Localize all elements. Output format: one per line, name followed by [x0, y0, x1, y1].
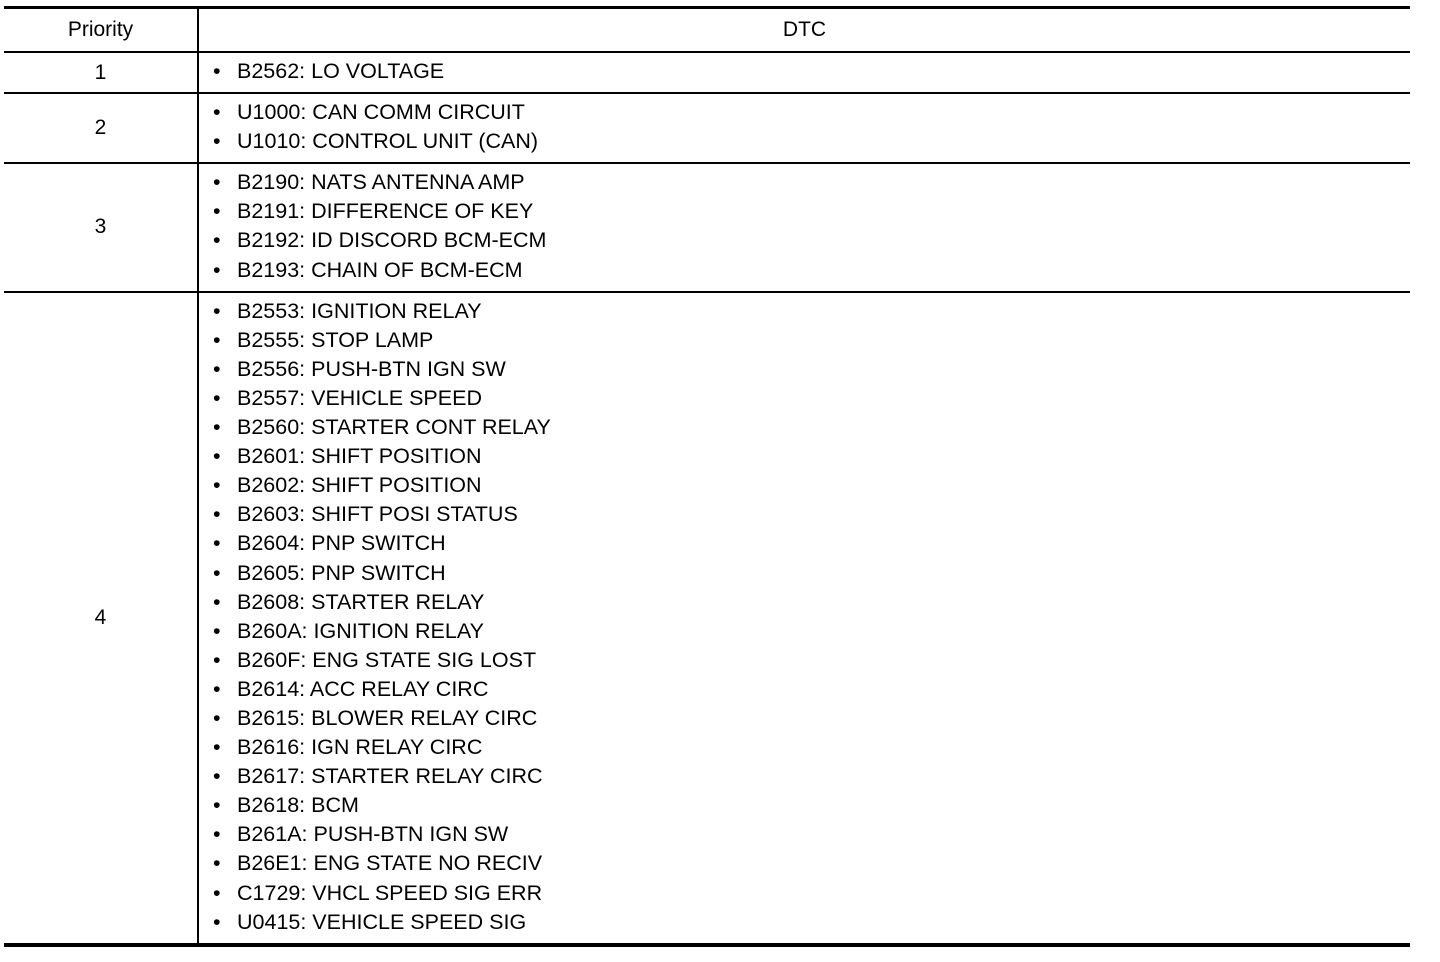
bullet-icon: • — [213, 415, 221, 440]
dtc-list — [213, 297, 1410, 937]
dtc-code-text: B2556: PUSH-BTN IGN SW — [237, 356, 506, 381]
dtc-list-item — [213, 355, 1410, 384]
table-row — [4, 93, 1410, 163]
dtc-code-text: B2192: ID DISCORD BCM-ECM — [237, 228, 547, 253]
bullet-icon: • — [213, 851, 221, 876]
dtc-cell — [198, 52, 1410, 93]
bullet-icon: • — [213, 880, 221, 905]
dtc-code-text: B26E1: ENG STATE NO RECIV — [237, 851, 543, 876]
dtc-code-text: B2605: PNP SWITCH — [237, 560, 446, 585]
dtc-list-item — [213, 297, 1410, 326]
dtc-list-item — [213, 500, 1410, 529]
bullet-icon: • — [213, 793, 221, 818]
dtc-code-text: B2555: STOP LAMP — [237, 327, 434, 352]
dtc-column-header: DTC — [198, 8, 1410, 53]
dtc-code-text: U1010: CONTROL UNIT (CAN) — [237, 129, 539, 154]
dtc-list-item — [213, 326, 1410, 355]
dtc-code-text: B2608: STARTER RELAY — [237, 589, 485, 614]
dtc-code-text: B2603: SHIFT POSI STATUS — [237, 502, 518, 527]
table-row — [4, 163, 1410, 291]
dtc-cell — [198, 292, 1410, 945]
bullet-icon: • — [213, 676, 221, 701]
dtc-code-text: B2617: STARTER RELAY CIRC — [237, 764, 543, 789]
bullet-icon: • — [213, 764, 221, 789]
dtc-code-text: B2193: CHAIN OF BCM-ECM — [237, 257, 523, 282]
priority-cell: 3 — [4, 163, 198, 291]
dtc-code-text: B2562: LO VOLTAGE — [237, 59, 445, 83]
dtc-code-text: B2616: IGN RELAY CIRC — [237, 735, 483, 760]
dtc-code-text: B2615: BLOWER RELAY CIRC — [237, 705, 538, 730]
dtc-code-text: B260F: ENG STATE SIG LOST — [237, 647, 537, 672]
dtc-code-text: B2602: SHIFT POSITION — [237, 473, 482, 498]
dtc-list-item — [213, 879, 1410, 908]
dtc-cell — [198, 163, 1410, 291]
dtc-list-item — [213, 617, 1410, 646]
bullet-icon: • — [213, 618, 221, 643]
header-row — [4, 8, 1410, 53]
table-body — [4, 52, 1410, 945]
bullet-icon: • — [213, 647, 221, 672]
dtc-list-item — [213, 127, 1410, 156]
priority-cell: 1 — [4, 52, 198, 93]
dtc-code-text: C1729: VHCL SPEED SIG ERR — [237, 880, 543, 905]
table-header — [4, 8, 1410, 53]
bullet-icon: • — [213, 129, 221, 154]
dtc-code-text: B2553: IGNITION RELAY — [237, 298, 482, 323]
bullet-icon: • — [213, 589, 221, 614]
bullet-icon: • — [213, 385, 221, 410]
bullet-icon: • — [213, 100, 221, 125]
bullet-icon: • — [213, 909, 221, 934]
priority-cell: 2 — [4, 93, 198, 163]
dtc-list-item — [213, 849, 1410, 878]
bullet-icon: • — [213, 502, 221, 527]
priority-cell: 4 — [4, 292, 198, 945]
dtc-list-item — [213, 471, 1410, 500]
dtc-list-item — [213, 442, 1410, 471]
dtc-list-item — [213, 197, 1410, 226]
dtc-list-item — [213, 588, 1410, 617]
bullet-icon: • — [213, 199, 221, 224]
dtc-list-item — [213, 733, 1410, 762]
dtc-list-item — [213, 791, 1410, 820]
bullet-icon: • — [213, 170, 221, 195]
bullet-icon: • — [213, 327, 221, 352]
bullet-icon: • — [213, 705, 221, 730]
bullet-icon: • — [213, 59, 221, 83]
bullet-icon: • — [213, 735, 221, 760]
bullet-icon: • — [213, 822, 221, 847]
dtc-code-text: B261A: PUSH-BTN IGN SW — [237, 822, 509, 847]
dtc-code-text: B2601: SHIFT POSITION — [237, 444, 482, 469]
dtc-list — [213, 168, 1410, 284]
dtc-list-item — [213, 675, 1410, 704]
dtc-code-text: B260A: IGNITION RELAY — [237, 618, 484, 643]
bullet-icon: • — [213, 228, 221, 253]
dtc-code-text: B2604: PNP SWITCH — [237, 531, 446, 556]
dtc-list-item — [213, 168, 1410, 197]
dtc-code-text: B2614: ACC RELAY CIRC — [237, 676, 489, 701]
dtc-cell — [198, 93, 1410, 163]
dtc-list — [213, 57, 1410, 86]
bullet-icon: • — [213, 298, 221, 323]
bullet-icon: • — [213, 473, 221, 498]
dtc-code-text: B2560: STARTER CONT RELAY — [237, 415, 551, 440]
dtc-list-item — [213, 762, 1410, 791]
bullet-icon: • — [213, 257, 221, 282]
dtc-list-item — [213, 226, 1410, 255]
priority-column-header: Priority — [4, 8, 198, 53]
dtc-list-item — [213, 57, 1410, 86]
dtc-code-text: B2618: BCM — [237, 793, 359, 818]
dtc-list-item — [213, 820, 1410, 849]
table-row — [4, 292, 1410, 945]
dtc-list-item — [213, 529, 1410, 558]
dtc-priority-table — [4, 6, 1410, 947]
dtc-list-item — [213, 646, 1410, 675]
dtc-list-item — [213, 256, 1410, 285]
dtc-list-item — [213, 384, 1410, 413]
dtc-code-text: U0415: VEHICLE SPEED SIG — [237, 909, 527, 934]
bullet-icon: • — [213, 531, 221, 556]
bullet-icon: • — [213, 560, 221, 585]
dtc-code-text: U1000: CAN COMM CIRCUIT — [237, 100, 525, 125]
dtc-list-item — [213, 413, 1410, 442]
dtc-list-item — [213, 704, 1410, 733]
table-row — [4, 52, 1410, 93]
bullet-icon: • — [213, 356, 221, 381]
dtc-code-text: B2191: DIFFERENCE OF KEY — [237, 199, 534, 224]
bullet-icon: • — [213, 444, 221, 469]
dtc-list-item — [213, 559, 1410, 588]
dtc-code-text: B2190: NATS ANTENNA AMP — [237, 170, 525, 195]
dtc-list-item — [213, 98, 1410, 127]
dtc-code-text: B2557: VEHICLE SPEED — [237, 385, 482, 410]
dtc-list — [213, 98, 1410, 156]
dtc-list-item — [213, 908, 1410, 937]
